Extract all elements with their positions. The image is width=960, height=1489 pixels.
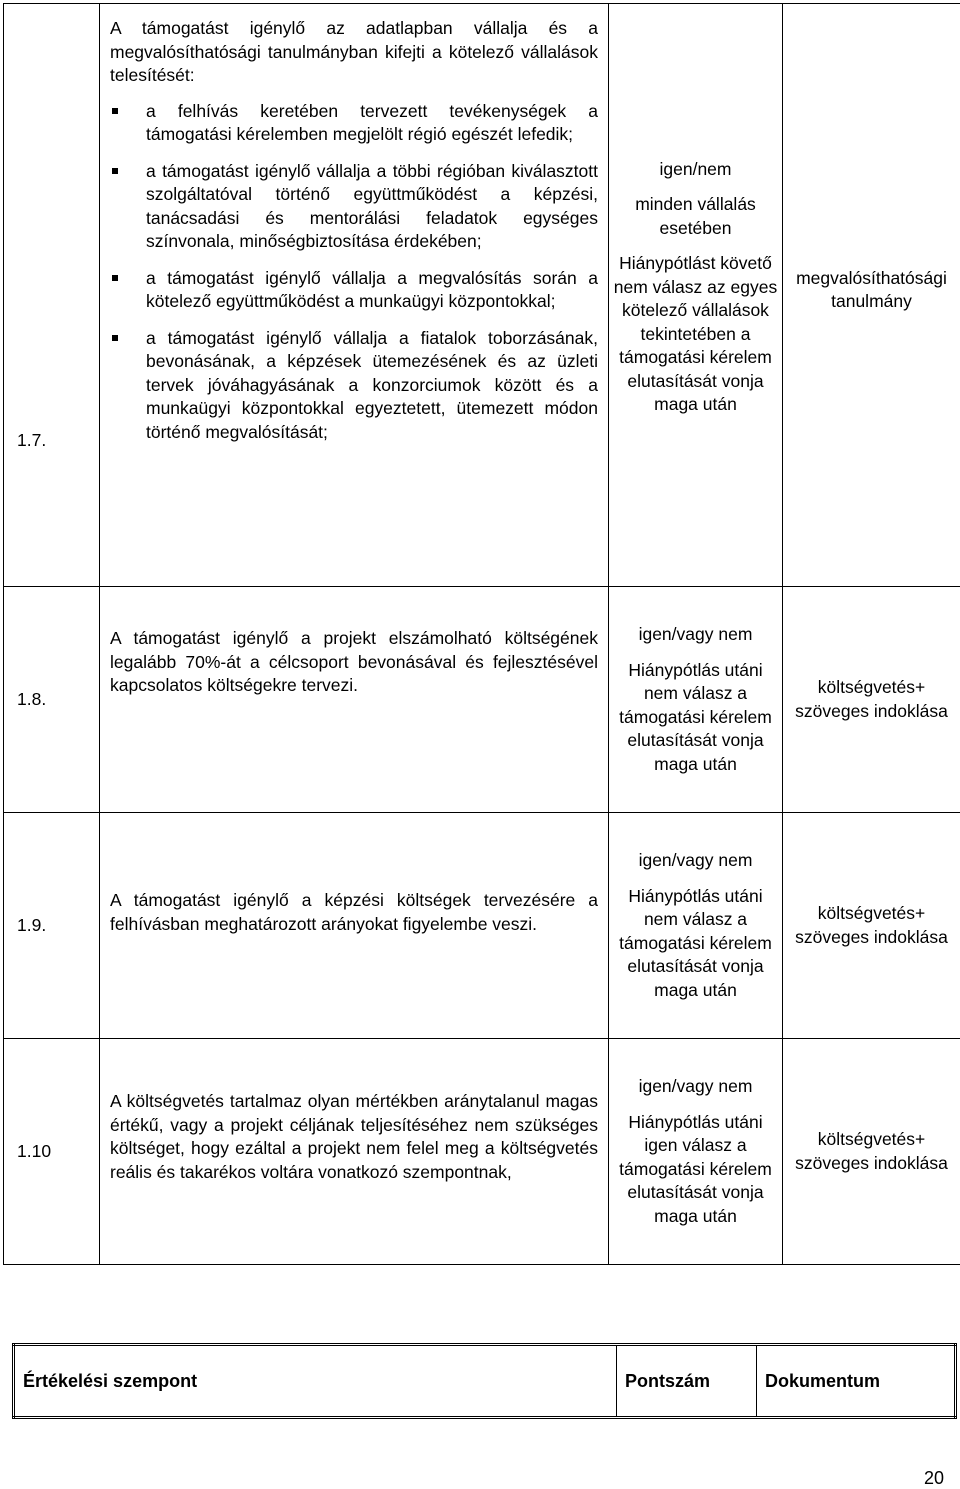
square-bullet-icon <box>112 275 118 281</box>
condition-answer: igen/vagy nem <box>613 623 778 647</box>
row-description: A költségvetés tartalmaz olyan mértékben aránytalanul magas értékű, vagy a projekt céljának teljesítéséhez nem szükséges költséget, hogy ezáltal a projekt nem felel meg a költségvetés reális és takarékos voltára vonatkozó szempontnak, <box>100 1039 609 1265</box>
table-row <box>4 1039 960 1265</box>
square-bullet-icon <box>112 108 118 114</box>
commitment-list <box>110 100 598 445</box>
condition-answer: igen/vagy nem <box>613 849 778 873</box>
row-description: A támogatást igénylő a képzési költségek tervezésére a felhívásban meghatározott arányokat figyelembe veszi. <box>100 813 609 1039</box>
table-row <box>4 587 960 813</box>
list-item: a támogatást igénylő vállalja a fiatalok toborzásának, bevonásának, a képzések ütemezésének és az üzleti tervek jóváhagyásának a konzorciumok között és a munkaügyi központokkal egyeztetett, ütemezett módon történő megvalósítását; <box>110 327 598 445</box>
row-description: A támogatást igénylő a projekt elszámolható költségének legalább 70%-át a célcsoport bevonásával és fejlesztésével kapcsolatos költségekre tervezi. <box>100 587 609 813</box>
row-number: 1.9. <box>4 813 100 1039</box>
header-score: Pontszám <box>617 1345 757 1418</box>
row-condition <box>609 813 783 1039</box>
condition-answer: igen/vagy nem <box>613 1075 778 1099</box>
condition-consequence: Hiánypótlás utáni igen válasz a támogatási kérelem elutasítását vonja maga után <box>613 1111 778 1229</box>
row-number: 1.8. <box>4 587 100 813</box>
row-condition <box>609 587 783 813</box>
condition-consequence: Hiánypótlás utáni nem válasz a támogatási kérelem elutasítását vonja maga után <box>613 659 778 777</box>
list-item: a felhívás keretében tervezett tevékenységek a támogatási kérelemben megjelölt régió egészét lefedik; <box>110 100 598 147</box>
condition-note: minden vállalás esetében <box>613 193 778 240</box>
condition-consequence: Hiánypótlás utáni nem válasz a támogatási kérelem elutasítását vonja maga után <box>613 885 778 1003</box>
page-number: 20 <box>924 1468 944 1489</box>
square-bullet-icon <box>112 335 118 341</box>
list-item: a támogatást igénylő vállalja a többi régióban kiválasztott szolgáltatóval történő együttműködést a képzési, tanácsadási és mentorálási feladatok egységes színvonala, minőségbiztosítása érdekében; <box>110 160 598 254</box>
row-number: 1.10 <box>4 1039 100 1265</box>
condition-answer: igen/nem <box>613 158 778 182</box>
evaluation-header-table <box>12 1343 957 1419</box>
row-condition <box>609 4 783 587</box>
row-document: megvalósíthatósági tanulmány <box>783 4 960 587</box>
table-row <box>4 813 960 1039</box>
row-document: költségvetés+ szöveges indoklása <box>783 1039 960 1265</box>
row-document: költségvetés+ szöveges indoklása <box>783 587 960 813</box>
row-number: 1.7. <box>4 4 100 587</box>
condition-consequence: Hiánypótlást követő nem válasz az egyes kötelező vállalások tekintetében a támogatási kérelem elutasítását vonja maga után <box>613 252 778 417</box>
row-condition <box>609 1039 783 1265</box>
header-document: Dokumentum <box>757 1345 956 1418</box>
square-bullet-icon <box>112 168 118 174</box>
row-description <box>100 4 609 587</box>
row-document: költségvetés+ szöveges indoklása <box>783 813 960 1039</box>
criteria-table <box>3 3 960 1265</box>
header-criterion: Értékelési szempont <box>14 1345 617 1418</box>
list-item: a támogatást igénylő vállalja a megvalósítás során a kötelező együttműködést a munkaügyi központokkal; <box>110 267 598 314</box>
table-row <box>14 1345 956 1418</box>
row-intro: A támogatást igénylő az adatlapban vállalja és a megvalósíthatósági tanulmányban kifejti a kötelező vállalások telesítését: <box>110 17 598 88</box>
table-row <box>4 4 960 587</box>
